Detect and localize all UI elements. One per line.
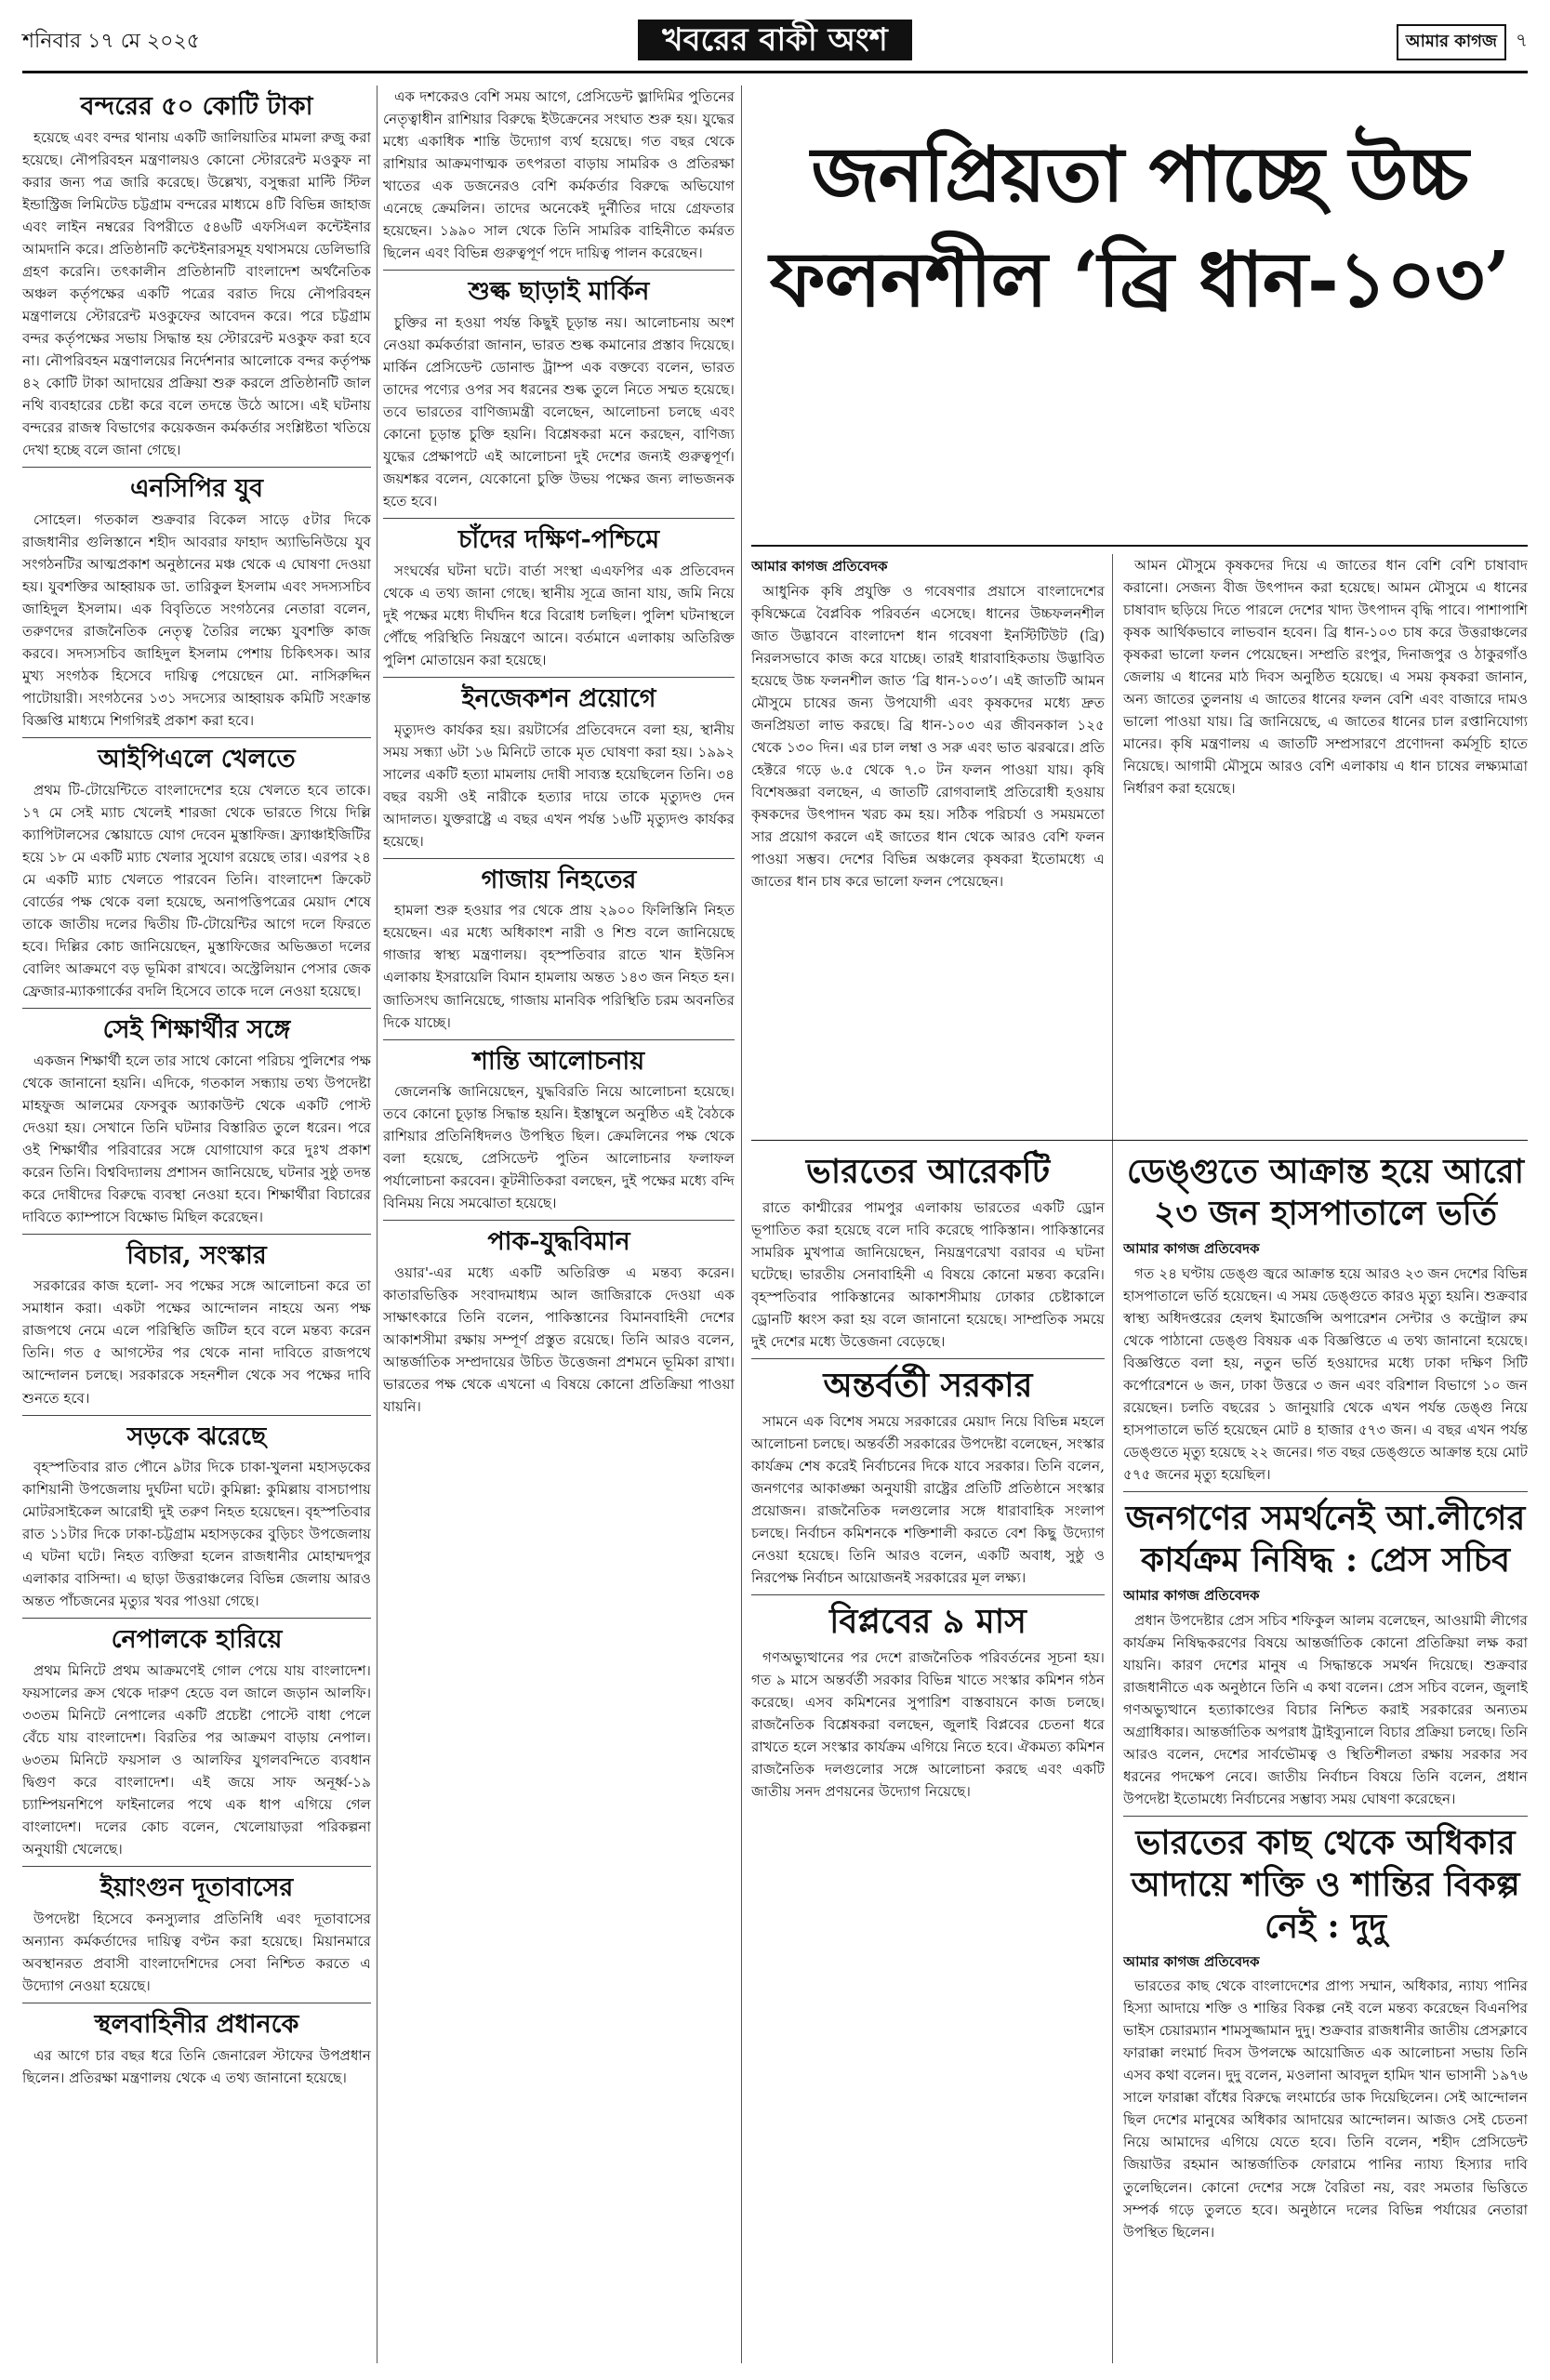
lead-body-1: আধুনিক কৃষি প্রযুক্তি ও গবেষণার প্রয়াসে বাংলাদেশের কৃষিক্ষেত্রে বৈপ্লবিক পরিবর্তন এসেছে। ধানের উচ্চফলনশীল জাত উদ্ভাবনে বাংলাদেশ ধান গবেষণা ইনস্টিটিউট (ব্রি) নিরলসভাবে কাজ করে যাচ্ছে। তারই ধারাবাহিকতায় উদ্ভাবিত হয়েছে উচ্চ ফলনশীল জাত ‘ব্রি ধান-১০৩’। এই জাতটি আমন মৌসুমে চাষের জন্য উপযোগী এবং কৃষকদের মধ্যে দ্রুত জনপ্রিয়তা লাভ করছে। ব্রি ধান-১০৩ এর জীবনকাল ১২৫ থেকে ১৩০ দিন। এর চাল লম্বা ও সরু এবং ভাত ঝরঝরে। প্রতি হেক্টরে গড়ে ৬.৫ থেকে ৭.০ টন ফলন পাওয়া যায়। কৃষি বিশেষজ্ঞরা বলছেন, এ জাতটি রোগবালাই প্রতিরোধী হওয়ায় কৃষকদের উৎপাদন খরচ কম হয়। সঠিক পরিচর্যা ও সময়মতো সার প্রয়োগ করলে এই জাতের ধান থেকে আরও বেশি ফলন পাওয়া সম্ভব। দেশের বিভিন্ন অঞ্চলের কৃষকরা ইতোমধ্যে এ জাতের ধান চাষ করে ভালো ফলন পেয়েছেন। [751,582,1105,890]
article-body: একজন শিক্ষার্থী হলে তার সাথে কোনো পরিচয় পুলিশের পক্ষ থেকে জানানো হয়নি। এদিকে, গতকাল সন্ধ্যায় তথ্য উপদেষ্টা মাহফুজ আলমের ফেসবুক অ্যাকাউন্ট থেকে একটি পোস্ট দেওয়া হয়। সেখানে তিনি ঘটনার বিস্তারিত তুলে ধরেন। পরে ওই শিক্ষার্থীর পরিবারের সঙ্গে যোগাযোগ করে দুঃখ প্রকাশ করেন তিনি। বিশ্ববিদ্যালয় প্রশাসন জানিয়েছে, ঘটনার সুষ্ঠু তদন্ত করে দোষীদের বিরুদ্ধে ব্যবস্থা নেওয়া হবে। শিক্ষার্থীরা বিচারের দাবিতে ক্যাম্পাসে বিক্ষোভ মিছিল করেছেন। [22,1051,371,1225]
article-body: প্রধান উপদেষ্টার প্রেস সচিব শফিকুল আলম বলেছেন, আওয়ামী লীগের কার্যক্রম নিষিদ্ধকরণের বিষয়ে আন্তর্জাতিক কোনো প্রতিক্রিয়া লক্ষ করা যায়নি। কারণ দেশের মানুষ এ সিদ্ধান্তকে সমর্থন দিয়েছে। শুক্রবার রাজধানীতে এক অনুষ্ঠানে তিনি এ কথা বলেন। প্রেস সচিব বলেন, জুলাই গণঅভ্যুত্থানে হত্যাকাণ্ডের বিচার নিশ্চিত করাই সরকারের অন্যতম অগ্রাধিকার। আন্তর্জাতিক অপরাধ ট্রাইব্যুনালে বিচার প্রক্রিয়া চলছে। তিনি আরও বলেন, দেশের সার্বভৌমত্ব ও স্থিতিশীলতা রক্ষায় সরকার সব ধরনের পদক্ষেপ নেবে। জাতীয় নির্বাচন বিষয়ে তিনি বলেন, প্রধান উপদেষ্টা ইতোমধ্যে নির্বাচনের সম্ভাব্য সময় ঘোষণা করেছেন। [1123,1611,1528,1807]
section-title-text: খবরের বাকী অংশ [638,20,912,60]
article-body: সোহেল। গতকাল শুক্রবার বিকেল সাড়ে ৫টার দিকে রাজধানীর গুলিস্তানে শহীদ আবরার ফাহাদ অ্যাভিনিউয়ে যুব সংগঠনটির আত্মপ্রকাশ অনুষ্ঠানের মঞ্চ থেকে এ ঘোষণা দেওয়া হয়। যুবশক্তির আহ্বায়ক ডা. তারিকুল ইসলাম এবং সদস্যসচিব জাহিদুল ইসলাম। এক বিবৃতিতে সংগঠনের নেতারা বলেন, তরুণদের রাজনৈতিক নেতৃত্ব তৈরির লক্ষ্যে যুবশক্তি কাজ করবে। সদস্যসচিব জাহিদুল ইসলাম পেশায় চিকিৎসক। আর মুখ্য সংগঠক হিসেবে দায়িত্ব পেয়েছেন মো. নাসিরুদ্দিন পাটোয়ারী। সংগঠনের ১৩১ সদস্যের আহ্বায়ক কমিটি সংক্রান্ত বিজ্ঞপ্তি মাধ্যমে শিগগিরই প্রকাশ করা হবে। [22,510,371,729]
section-title [469,16,1081,69]
article [1123,1816,1528,2243]
article-body: চুক্তির না হওয়া পর্যন্ত কিছুই চূড়ান্ত নয়। আলোচনায় অংশ নেওয়া কর্মকর্তারা জানান, ভারত শুল্ক কমানোর প্রস্তাব দিয়েছে। মার্কিন প্রেসিডেন্ট ডোনাল্ড ট্রাম্প এক বক্তব্যে বলেন, ভারত তাদের পণ্যের ওপর সব ধরনের শুল্ক তুলে নিতে সম্মত হয়েছে। তবে ভারতের বাণিজ্যমন্ত্রী বলেছেন, আলোচনা চলছে এবং কোনো চূড়ান্ত চুক্তি হয়নি। বিশ্লেষকরা মনে করছেন, বাণিজ্য যুদ্ধের প্রেক্ষাপটে এই আলোচনা দুই দেশের জন্যই গুরুত্বপূর্ণ। জয়শঙ্কর বলেন, যেকোনো চুক্তি উভয় পক্ষের জন্য লাভজনক হতে হবে। [383,313,735,509]
article [22,1866,371,1997]
lead-byline: আমার কাগজ প্রতিবেদক [751,558,888,575]
article-body: প্রথম টি-টোয়েন্টিতে বাংলাদেশের হয়ে খেলতে হবে তাকে। ১৭ মে সেই ম্যাচ খেলেই শারজা থেকে ভারতে গিয়ে দিল্লি ক্যাপিটালসের স্কোয়াডে যোগ দেবেন মুস্তাফিজ। ফ্র্যাঞ্চাইজিটির হয়ে ১৮ মে একটি ম্যাচ খেলার সুযোগ রয়েছে তার। এরপর ২৪ মে একটি ম্যাচ খেলতে পারবেন তিনি। বাংলাদেশ ক্রিকেট বোর্ডের পক্ষ থেকে বলা হয়েছে, অনাপত্তিপত্রের মেয়াদ শেষে তাকে জাতীয় দলের দ্বিতীয় টি-টোয়েন্টির আগে দলে ফিরতে হবে। দিল্লির কোচ জানিয়েছেন, মুস্তাফিজের অভিজ্ঞতা দলের বোলিং আক্রমণে বড় ভূমিকা রাখবে। অস্ট্রেলিয়ান পেসার জেক ফ্রেজার-ম্যাকগার্কের বদলি হিসেবে তাকে দলে নেওয়া হয়েছে। [22,781,371,999]
article-body: এর আগে চার বছর ধরে তিনি জেনারেল স্টাফের উপপ্রধান ছিলেন। প্রতিরক্ষা মন্ত্রণালয় থেকে এ তথ্য জানানো হয়েছে। [22,2046,371,2086]
article [383,270,735,512]
article [22,1008,371,1228]
article-body: ভারতের কাছ থেকে বাংলাদেশের প্রাপ্য সম্মান, অধিকার, ন্যায্য পানির হিস্যা আদায়ে শক্তি ও শান্তির বিকল্প নেই বলে মন্তব্য করেছেন বিএনপির ভাইস চেয়ারম্যান শামসুজ্জামান দুদু। শুক্রবার রাজধানীর জাতীয় প্রেসক্লাবে ফারাক্কা লংমার্চ দিবস উপলক্ষে আয়োজিত এক আলোচনা সভায় তিনি এসব কথা বলেন। দুদু বলেন, মওলানা আবদুল হামিদ খান ভাসানী ১৯৭৬ সালে ফারাক্কা বাঁধের বিরুদ্ধে লংমার্চের ডাক দিয়েছিলেন। সেই আন্দোলন ছিল দেশের মানুষের অধিকার আদায়ের আন্দোলন। আজও সেই চেতনা নিয়ে আমাদের এগিয়ে যেতে হবে। তিনি বলেন, শহীদ প্রেসিডেন্ট জিয়াউর রহমান আন্তর্জাতিক ফোরামে পানির ন্যায্য হিস্যার দাবি তুলেছিলেন। কোনো দেশের সঙ্গে বৈরিতা নয়, বরং সমতার ভিত্তিতে সম্পর্ক গড়ে তুলতে হবে। অনুষ্ঠানে দলের বিভিন্ন পর্যায়ের নেতারা উপস্থিত ছিলেন। [1123,1977,1528,2241]
article-title: শান্তি আলোচনায় [383,1039,735,1078]
article-body: সরকারের কাজ হলো- সব পক্ষের সঙ্গে আলোচনা করে তা সমাধান করা। একটা পক্ষের আন্দোলন নাহয়ে অন্য পক্ষ রাজপথে নেমে এলে পরিস্থিতি জটিল হবে বলে মন্তব্য করেন তিনি। গত ৫ আগস্টের পর থেকে নানা দাবিতে রাজপথে আন্দোলন চলছে। সরকারকে সহনশীল থেকে সব পক্ষের দাবি শুনতে হবে। [22,1277,371,1407]
headline-rule [751,545,1528,547]
article-body: বৃহস্পতিবার রাত পৌনে ৯টার দিকে চাকা-খুলনা মহাসড়কের কাশিয়ানী উপজেলায় দুর্ঘটনা ঘটে। কুমিল্লা: কুমিল্লায় বাসচাপায় মোটরসাইকেল আরোহী দুই তরুণ নিহত হয়েছেন। বৃহস্পতিবার রাত ১১টার দিকে ঢাকা-চট্টগ্রাম মহাসড়কের বুড়িচং উপজেলায় এ ঘটনা ঘটে। নিহত ব্যক্তিরা হলেন রাজধানীর মোহাম্মদপুর এলাকার বাসিন্দা। এ ছাড়া উত্তরাঞ্চলের বিভিন্ন জেলায় আরও অন্তত পাঁচজনের মৃত্যুর খবর পাওয়া গেছে। [22,1459,371,1610]
article-body: উপদেষ্টা হিসেবে কনস্যুলার প্রতিনিধি এবং দূতাবাসের অন্যান্য কর্মকর্তাদের দায়িত্ব বণ্টন করা হয়েছে। মিয়ানমারে অবস্থানরত প্রবাসী বাংলাদেশিদের সেবা নিশ্চিত করতে এ উদ্যোগ নেওয়া হয়েছে। [22,1911,371,1995]
article-body: জেলেনস্কি জানিয়েছেন, যুদ্ধবিরতি নিয়ে আলোচনা হয়েছে। তবে কোনো চূড়ান্ত সিদ্ধান্ত হয়নি। ইস্তাম্বুলে অনুষ্ঠিত এই বৈঠকে রাশিয়ার প্রতিনিধিদলও উপস্থিত ছিল। ক্রেমলিনের পক্ষ থেকে বলা হয়েছে, প্রেসিডেন্ট পুতিন আলোচনার ফলাফল পর্যালোচনা করবেন। কূটনীতিকরা বলছেন, দুই পক্ষের মধ্যে বন্দি বিনিময় নিয়ে সমঝোতা হয়েছে। [383,1083,735,1212]
column-3 [751,1145,1105,2363]
article-title: গাজায় নিহতের [383,858,735,896]
article-byline: আমার কাগজ প্রতিবেদক [1123,1586,1260,1604]
article-title: বিচার, সংস্কার [22,1234,371,1272]
article [751,1358,1105,1589]
article-title: এনসিপির যুব [22,467,371,505]
article [22,91,371,461]
article-title: জনগণের সমর্থনেই আ.লীগের কার্যক্রম নিষিদ্ধ : প্রেস সচিব [1123,1491,1528,1581]
article-title: সেই শিক্ষার্থীর সঙ্গে [22,1008,371,1046]
article-byline: আমার কাগজ প্রতিবেদক [1123,1240,1260,1257]
masthead [22,13,1528,73]
article-title: ইনজেকশন প্রয়োগে [383,677,735,715]
article [22,737,371,1002]
masthead-right [1081,24,1528,60]
column-1 [22,86,371,2363]
article [22,1234,371,1409]
article-byline: আমার কাগজ প্রতিবেদক [1123,1952,1260,1970]
lead-story-right [1123,554,1528,1130]
article-body: প্রথম মিনিটে প্রথম আক্রমণেই গোল পেয়ে যায় বাংলাদেশ। ফয়সালের ক্রস থেকে দারুণ হেডে বল জালে জড়ান আলফি। ৩৩তম মিনিটে নেপালের একটি প্রচেষ্টা পোস্টে বাধা পেলে বেঁচে যায় বাংলাদেশ। বিরতির পর আক্রমণ বাড়ায় নেপাল। ৬৩তম মিনিটে ফয়সাল ও আলফির যুগলবন্দিতে ব্যবধান দ্বিগুণ করে বাংলাদেশ। এই জয়ে সাফ অনূর্ধ্ব-১৯ চ্যাম্পিয়নশিপে ফাইনালের পথে এক ধাপ এগিয়ে গেল বাংলাদেশ। দলের কোচ বলেন, খেলোয়াড়রা পরিকল্পনা অনুযায়ী খেলেছে। [22,1662,371,1858]
article [22,1618,371,1860]
article [1123,1151,1528,1486]
article-title: শুল্ক ছাড়াই মার্কিন [383,270,735,308]
article [383,1039,735,1215]
article-title: ভারতের কাছ থেকে অধিকার আদায়ে শক্তি ও শান্তির বিকল্প নেই : দুদু [1123,1816,1528,1948]
article [383,677,735,853]
article [751,1594,1105,1803]
lead-story-left [751,554,1105,1140]
column-rule [741,86,742,2363]
article-body: সংঘর্ষের ঘটনা ঘটে। বার্তা সংস্থা এএফপির এক প্রতিবেদন থেকে এ তথ্য জানা গেছে। স্থানীয় সূত্রে জানা যায়, জমি নিয়ে দুই পক্ষের মধ্যে দীর্ঘদিন ধরে বিরোধ চলছিল। পুলিশ ঘটনাস্থলে পৌঁছে পরিস্থিতি নিয়ন্ত্রণে আনে। বর্তমানে এলাকায় অতিরিক্ত পুলিশ মোতায়েন করা হয়েছে। [383,562,735,668]
newspaper-logo: আমার কাগজ [1397,24,1506,60]
article-title: অন্তর্বর্তী সরকার [751,1358,1105,1407]
article-title: ভারতের আরেকটি [805,1152,1051,1191]
article [383,858,735,1034]
article [383,518,735,671]
article [22,467,371,732]
article-body: হয়েছে এবং বন্দর থানায় একটি জালিয়াতির মামলা রুজু করা হয়েছে। নৌপরিবহন মন্ত্রণালয়ও কোনো স্টোররেন্ট মওকুফ না করার জন্য পত্র জারি করেছে। উল্লেখ্য, বসুন্ধরা মাল্টি স্টিল ইন্ডাস্ট্রিজ লিমিটেড চট্টগ্রাম বন্দরের মাধ্যমে ৪টি বিভিন্ন জাহাজ এবং লাইন নম্বরের বিপরীতে ৫৪৬টি এফসিএল কন্টেইনার আমদানি করে। প্রতিষ্ঠানটি কন্টেইনারসমূহ যথাসময়ে ডেলিভারি গ্রহণ করেনি। তৎকালীন প্রতিষ্ঠানটি বাংলাদেশ অর্থনৈতিক অঞ্চল কর্তৃপক্ষের একটি পত্রের বরাত দিয়ে নৌপরিবহন মন্ত্রণালয়ে স্টোররেন্ট মওকুফের আবেদন করে। পরে চট্টগ্রাম বন্দর কর্তৃপক্ষের সভায় সিদ্ধান্ত হয় স্টোররেন্ট মওকুফ করা হবে না। নৌপরিবহন মন্ত্রণালয়ের নির্দেশনার আলোকে বন্দর কর্তৃপক্ষ ৪২ কোটি টাকা আদায়ের প্রক্রিয়া শুরু করলে প্রতিষ্ঠানটি জাল নথি ব্যবহারের চেষ্টা করে বলে তদন্তে উঠে আসে। এই ঘটনায় বন্দরের রাজস্ব বিভাগের কয়েকজন কর্মকর্তার সংশ্লিষ্টতা খতিয়ে দেখা হচ্ছে বলে জানা গেছে। [22,128,371,458]
article-title: বন্দরের ৫০ কোটি টাকা [80,92,313,121]
article [22,2003,371,2089]
article [751,1151,1105,1353]
article-body: সামনে এক বিশেষ সময়ে সরকারের মেয়াদ নিয়ে বিভিন্ন মহলে আলোচনা চলছে। অন্তর্বর্তী সরকারের উপদেষ্টা বলেছেন, সংস্কার কার্যক্রম শেষ করেই নির্বাচনের দিকে যাবে সরকার। তিনি বলেন, জনগণের আকাঙ্ক্ষা অনুযায়ী রাষ্ট্রের প্রতিটি প্রতিষ্ঠানে সংস্কার প্রয়োজন। রাজনৈতিক দলগুলোর সঙ্গে ধারাবাহিক সংলাপ চলছে। নির্বাচন কমিশনকে শক্তিশালী করতে বেশ কিছু উদ্যোগ নেওয়া হয়েছে। তিনি আরও বলেন, একটি অবাধ, সুষ্ঠু ও নিরপেক্ষ নির্বাচন আয়োজনই সরকারের মূল লক্ষ্য। [751,1413,1105,1587]
article-body: হামলা শুরু হওয়ার পর থেকে প্রায় ২৯০০ ফিলিস্তিনি নিহত হয়েছেন। এর মধ্যে অধিকাংশ নারী ও শিশু বলে জানিয়েছে গাজার স্বাস্থ্য মন্ত্রণালয়। বৃহস্পতিবার রাতে খান ইউনিস এলাকায় ইসরায়েলি বিমান হামলায় অন্তত ১৪৩ জন নিহত হন। জাতিসংঘ জানিয়েছে, গাজায় মানবিক পরিস্থিতি চরম অবনতির দিকে যাচ্ছে। [383,902,735,1031]
article [1123,1491,1528,1810]
article-body: রাতে কাশ্মীরের পামপুর এলাকায় ভারতের একটি ড্রোন ভূপাতিত করা হয়েছে বলে দাবি করেছে পাকিস্তান। পাকিস্তানের সামরিক মুখপাত্র জানিয়েছেন, নিয়ন্ত্রণরেখা বরাবর এ ঘটনা ঘটেছে। ভারতীয় সেনাবাহিনী এ বিষয়ে কোনো মন্তব্য করেনি। বৃহস্পতিবার পাকিস্তানের আকাশসীমায় ঢোকার চেষ্টাকালে ড্রোনটি ধ্বংস করা হয় বলে জানানো হয়েছে। সাম্প্রতিক সময়ে দুই দেশের মধ্যে উত্তেজনা বেড়েছে। [751,1199,1105,1351]
article-body: গত ২৪ ঘণ্টায় ডেঙ্গু জ্বরে আক্রান্ত হয়ে আরও ২৩ জন দেশের বিভিন্ন হাসপাতালে ভর্তি হয়েছেন। এ সময় ডেঙ্গুতে কারও মৃত্যু হয়নি। শুক্রবার স্বাস্থ্য অধিদপ্তরের হেলথ ইমার্জেন্সি অপারেশন সেন্টার ও কন্ট্রোল রুম থেকে পাঠানো ডেঙ্গু বিষয়ক এক বিজ্ঞপ্তিতে এ তথ্য জানানো হয়েছে। বিজ্ঞপ্তিতে বলা হয়, নতুন ভর্তি হওয়াদের মধ্যে ঢাকা দক্ষিণ সিটি কর্পোরেশনে ৬ জন, ঢাকা উত্তরে ৩ জন এবং বরিশাল বিভাগে ১০ জন রয়েছেন। চলতি বছরের ১ জানুয়ারি থেকে এখন পর্যন্ত ডেঙ্গু নিয়ে হাসপাতালে ভর্তি হয়েছেন মোট ৪ হাজার ৫৭৩ জন। এ বছর এখন পর্যন্ত ডেঙ্গুতে মৃত্যু হয়েছে ২২ জনের। গত বছর ডেঙ্গুতে আক্রান্ত হয়ে মোট ৫৭৫ জনের মৃত্যু হয়েছিল। [1123,1264,1528,1483]
column-rule [1112,554,1113,2363]
column-4 [1123,1145,1528,2363]
article-title: পাক-যুদ্ধবিমান [383,1220,735,1258]
column-rule [377,86,378,2363]
column-2 [383,86,735,2363]
lead-headline: জনপ্রিয়তা পাচ্ছে উচ্চ ফলনশীল ‘ব্রি ধান-১০৩’ [769,130,1510,325]
article-body: গণঅভ্যুত্থানের পর দেশে রাজনৈতিক পরিবর্তনের সূচনা হয়। গত ৯ মাসে অন্তর্বর্তী সরকার বিভিন্ন খাতে সংস্কার কমিশন গঠন করেছে। এসব কমিশনের সুপারিশ বাস্তবায়নে কাজ চলছে। রাজনৈতিক বিশ্লেষকরা বলছেন, জুলাই বিপ্লবের চেতনা ধরে রাখতে হলে সংস্কার কার্যক্রম এগিয়ে নিতে হবে। ঐকমত্য কমিশন রাজনৈতিক দলগুলোর সঙ্গে আলোচনা করছে এবং একটি জাতীয় সনদ প্রণয়নের উদ্যোগ নিয়েছে। [751,1649,1105,1801]
article-title: ইয়াংগুন দূতাবাসের [22,1866,371,1904]
article [383,86,735,264]
article-title: আইপিএলে খেলতে [22,737,371,775]
page-number: ৭ [1515,28,1528,51]
article-title: বিপ্লবের ৯ মাস [751,1594,1105,1643]
article-title: সড়কে ঝরেছে [22,1415,371,1453]
article-title: স্থলবাহিনীর প্রধানকে [22,2003,371,2041]
article-body: মৃত্যুদণ্ড কার্যকর হয়। রয়টার্সের প্রতিবেদনে বলা হয়, স্থানীয় সময় সন্ধ্যা ৬টা ১৬ মিনিটে তাকে মৃত ঘোষণা করা হয়। ১৯৯২ সালের একটি হত্যা মামলায় দোষী সাব্যস্ত হয়েছিলেন তিনি। ৩৪ বছর বয়সী ওই নারীকে হত্যার দায়ে তাকে মৃত্যুদণ্ড দেন আদালত। যুক্তরাষ্ট্রে এ বছর এখন পর্যন্ত ১৬টি মৃত্যুদণ্ড কার্যকর হয়েছে। [383,721,735,850]
article-title: নেপালকে হারিয়ে [22,1618,371,1656]
issue-date: শনিবার ১৭ মে ২০২৫ [22,29,201,53]
article-title: চাঁদের দক্ষিণ-পশ্চিমে [383,518,735,556]
article-title: ডেঙ্গুতে আক্রান্ত হয়ে আরো ২৩ জন হাসপাতালে ভর্তি [1126,1152,1525,1233]
article [22,1415,371,1613]
article-body: ওয়ার'-এর মধ্যে একটি অতিরিক্ত এ মন্তব্য করেন। কাতারভিত্তিক সংবাদমাধ্যম আল জাজিরাকে দেওয়া এক সাক্ষাৎকারে তিনি বলেন, পাকিস্তানের বিমানবাহিনী দেশের আকাশসীমা রক্ষায় সম্পূর্ণ প্রস্তুত রয়েছে। তিনি আরও বলেন, আন্তর্জাতিক সম্প্রদায়ের উচিত উত্তেজনা প্রশমনে ভূমিকা রাখা। ভারতের পক্ষ থেকে এখনো এ বিষয়ে কোনো প্রতিক্রিয়া পাওয়া যায়নি। [383,1264,735,1416]
article-body: এক দশকেরও বেশি সময় আগে, প্রেসিডেন্ট ভ্লাদিমির পুতিনের নেতৃত্বাধীন রাশিয়ার বিরুদ্ধে ইউক্রেনের সংঘাত শুরু হয়। যুদ্ধের মধ্যে একাধিক শান্তি উদ্যোগ ব্যর্থ হয়েছে। গত বছর থেকে রাশিয়ার আক্রমণাত্মক তৎপরতা বাড়ায় সামরিক ও প্রতিরক্ষা খাতের এক ডজনেরও বেশি কর্মকর্তার বিরুদ্ধে অভিযোগ এনেছে ক্রেমলিন। তাদের অনেকেই দুর্নীতির দায়ে গ্রেফতার হয়েছেন। ১৯৯০ সাল থেকে তিনি সামরিক বাহিনীতে কর্মরত ছিলেন এবং বিভিন্ন গুরুত্বপূর্ণ পদে দায়িত্ব পালন করেছেন। [383,88,735,262]
section-rule [751,1140,1528,1141]
lead-body-2: আমন মৌসুমে কৃষকদের দিয়ে এ জাতের ধান বেশি বেশি চাষাবাদ করানো। সেজন্য বীজ উৎপাদন করা হয়েছে। আমন মৌসুমে এ ধানের চাষাবাদ ছড়িয়ে দিতে পারলে দেশের খাদ্য উৎপাদন বৃদ্ধি পাবে। পাশাপাশি কৃষক আর্থিকভাবে লাভবান হবেন। ব্রি ধান-১০৩ চাষ করে উত্তরাঞ্চলের কৃষকরা ভালো ফলন পেয়েছেন। সম্প্রতি রংপুর, দিনাজপুর ও ঠাকুরগাঁও জেলায় এ ধানের মাঠ দিবস অনুষ্ঠিত হয়েছে। এ সময় কৃষকরা জানান, অন্য জাতের তুলনায় এ জাতের ধানের ফলন বেশি এবং বাজারে দামও ভালো পাওয়া যায়। ব্রি জানিয়েছে, এ জাতের ধানের চাল রপ্তানিযোগ্য মানের। কৃষি মন্ত্রণালয় এ জাতটি সম্প্রসারণে প্রণোদনা কর্মসূচি হাতে নিয়েছে। আগামী মৌসুমে আরও বেশি এলাকায় এ ধান চাষের লক্ষ্যমাত্রা নির্ধারণ করা হয়েছে। [1123,557,1528,798]
article [383,1220,735,1418]
